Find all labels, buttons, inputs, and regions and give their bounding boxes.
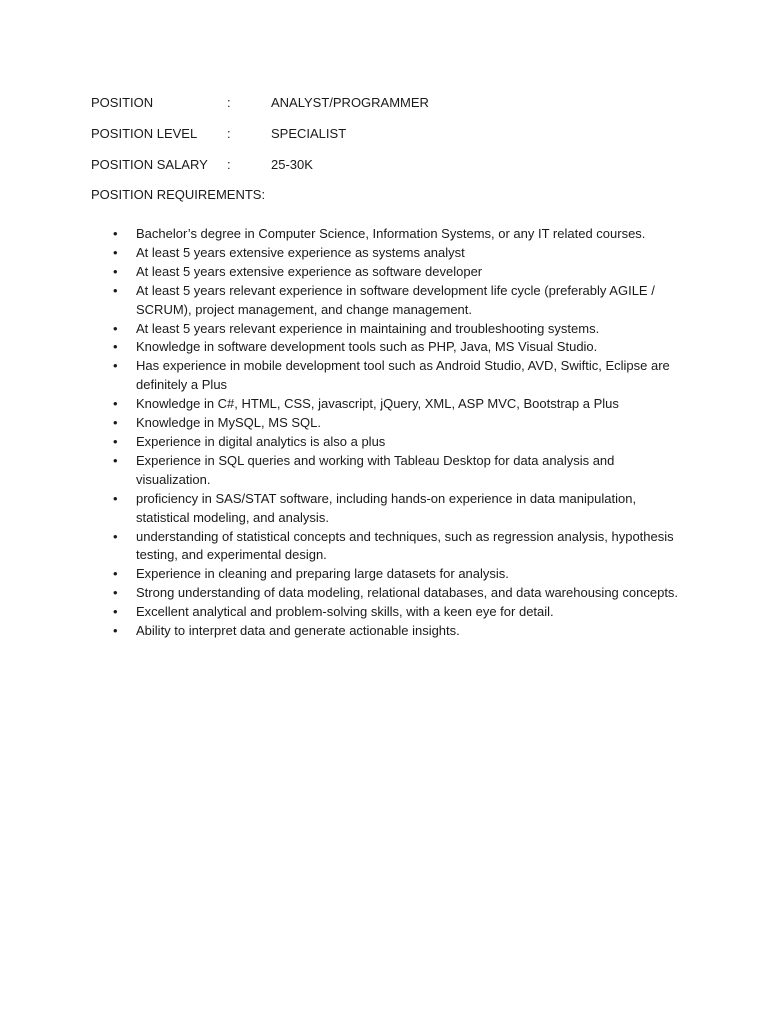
bullet-icon: • xyxy=(113,604,118,620)
bullet-icon: • xyxy=(113,415,118,431)
requirement-text: At least 5 years relevant experience in maintaining and troubleshooting systems. xyxy=(136,320,600,336)
bullet-icon: • xyxy=(113,244,118,260)
requirement-item xyxy=(113,565,685,584)
requirement-text: At least 5 years relevant experience in software development life cycle (preferably AGILE / SCRUM), project management, and change management. xyxy=(136,282,655,317)
requirement-item xyxy=(113,603,685,622)
requirements-heading: POSITION REQUIREMENTS: xyxy=(91,187,266,202)
bullet-icon: • xyxy=(113,226,118,241)
requirement-item xyxy=(113,338,685,357)
bullet-icon: • xyxy=(113,282,118,298)
requirement-text: Excellent analytical and problem-solving skills, with a keen eye for detail. xyxy=(136,604,554,620)
requirements-list xyxy=(113,225,685,641)
requirement-item xyxy=(113,357,685,395)
requirement-text: At least 5 years extensive experience as software developer xyxy=(136,263,483,279)
field-colon: : xyxy=(227,95,231,110)
requirement-text: understanding of statistical concepts and techniques, such as regression analysis, hypothesis testing, and experimental design. xyxy=(136,528,674,563)
requirement-item xyxy=(113,490,685,528)
requirement-item xyxy=(113,282,685,320)
requirement-text: Knowledge in software development tools such as PHP, Java, MS Visual Studio. xyxy=(136,339,598,355)
bullet-icon: • xyxy=(113,623,118,639)
field-value: ANALYST/PROGRAMMER xyxy=(271,95,429,110)
field-label: POSITION xyxy=(91,95,154,110)
bullet-icon: • xyxy=(113,490,118,506)
requirement-text: At least 5 years extensive experience as systems analyst xyxy=(136,244,465,260)
requirement-item xyxy=(113,452,685,490)
field-colon: : xyxy=(227,126,231,141)
requirement-item xyxy=(113,433,685,452)
requirement-item xyxy=(113,584,685,603)
requirement-item xyxy=(113,528,685,566)
requirement-item xyxy=(113,414,685,433)
bullet-icon: • xyxy=(113,358,118,374)
bullet-icon: • xyxy=(113,263,118,279)
field-value: 25-30K xyxy=(271,157,313,172)
requirement-text: proficiency in SAS/STAT software, including hands-on experience in data manipulation, statistical modeling, and analysis. xyxy=(136,490,637,525)
bullet-icon: • xyxy=(113,433,118,449)
field-label: POSITION LEVEL xyxy=(91,126,198,141)
requirement-item xyxy=(113,263,685,282)
bullet-icon: • xyxy=(113,452,118,468)
requirement-text: Experience in cleaning and preparing large datasets for analysis. xyxy=(136,566,509,582)
field-label: POSITION SALARY xyxy=(91,157,208,172)
bullet-icon: • xyxy=(113,528,118,544)
bullet-icon: • xyxy=(113,396,118,412)
requirement-item xyxy=(113,244,685,263)
requirement-text: Bachelor’s degree in Computer Science, Information Systems, or any IT related courses. xyxy=(136,226,646,241)
requirement-text: Experience in digital analytics is also a plus xyxy=(136,433,386,449)
requirement-text: Ability to interpret data and generate actionable insights. xyxy=(136,623,460,639)
requirement-item xyxy=(113,320,685,339)
requirement-item xyxy=(113,395,685,414)
bullet-icon: • xyxy=(113,339,118,355)
requirement-text: Experience in SQL queries and working with Tableau Desktop for data analysis and visualization. xyxy=(136,452,615,487)
requirement-text: Has experience in mobile development tool such as Android Studio, AVD, Swiftic, Eclipse are definitely a Plus xyxy=(136,358,670,393)
field-value: SPECIALIST xyxy=(271,126,347,141)
bullet-icon: • xyxy=(113,320,118,336)
field-colon: : xyxy=(227,157,231,172)
requirement-item xyxy=(113,225,685,244)
requirement-text: Knowledge in MySQL, MS SQL. xyxy=(136,415,321,431)
bullet-icon: • xyxy=(113,566,118,582)
requirement-text: Knowledge in C#, HTML, CSS, javascript, jQuery, XML, ASP MVC, Bootstrap a Plus xyxy=(136,396,619,412)
requirement-text: Strong understanding of data modeling, relational databases, and data warehousing concepts. xyxy=(136,585,679,601)
requirement-item xyxy=(113,622,685,641)
bullet-icon: • xyxy=(113,585,118,601)
